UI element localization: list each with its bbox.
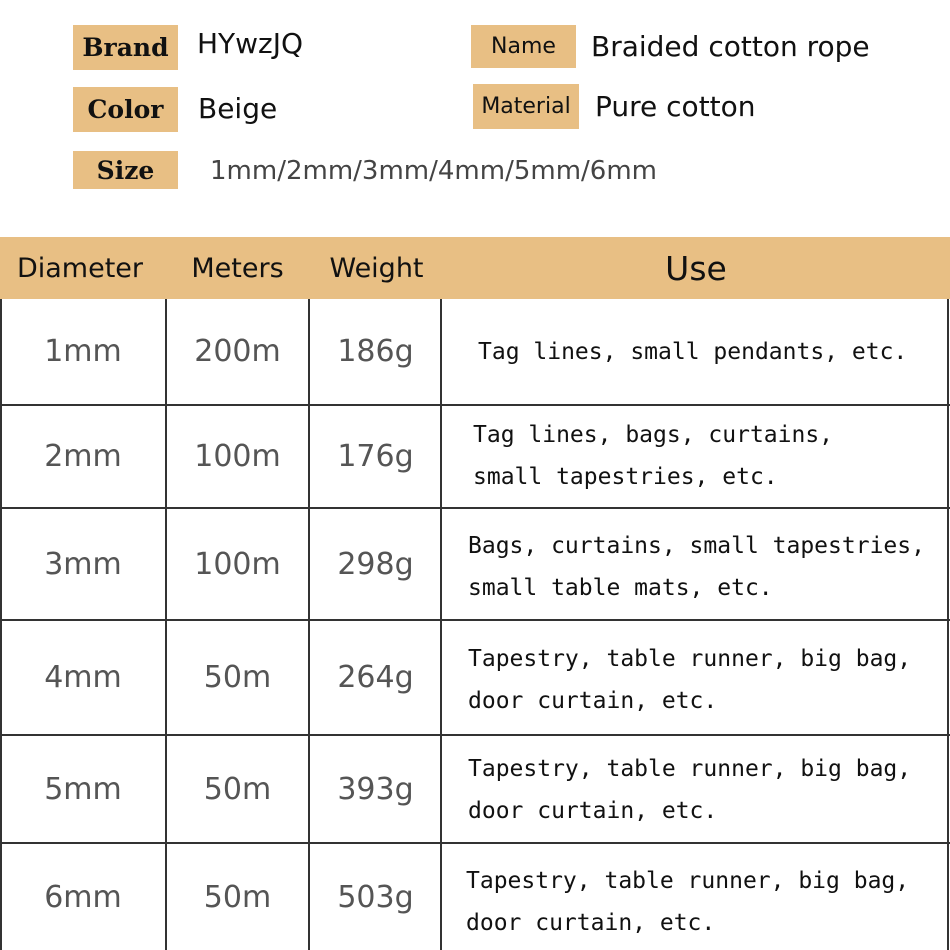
size-label: Size — [73, 151, 178, 189]
table-cell-weight: 298g — [337, 546, 414, 582]
header-use: Use — [665, 248, 727, 288]
table-cell-meters: 50m — [203, 879, 272, 915]
use-line: Tag lines, small pendants, etc. — [478, 339, 908, 365]
table-cell-weight: 264g — [337, 660, 414, 695]
table-cell-use — [468, 748, 911, 832]
table-cell-use — [466, 860, 909, 944]
table-cell-diameter: 4mm — [44, 660, 122, 695]
table-cell-meters: 50m — [203, 771, 272, 807]
use-line: Tapestry, table runner, big bag, — [468, 756, 912, 782]
use-line: door curtain, etc. — [468, 688, 718, 714]
table-cell-diameter: 6mm — [44, 879, 122, 915]
table-cell-weight: 503g — [337, 879, 414, 915]
table-cell-use — [473, 414, 833, 498]
table-cell-diameter: 1mm — [44, 334, 122, 369]
brand-label: Brand — [73, 25, 178, 70]
header-diameter: Diameter — [16, 252, 144, 284]
size-value: 1mm/2mm/3mm/4mm/5mm/6mm — [210, 156, 657, 186]
table-header — [0, 237, 950, 299]
table-cell-use — [468, 638, 911, 722]
use-line: Tag lines, bags, curtains, — [473, 422, 834, 448]
name-value: Braided cotton rope — [591, 30, 870, 63]
table-cell-use — [468, 525, 925, 609]
table-cell-weight: 186g — [337, 334, 414, 369]
table-cell-weight: 393g — [337, 771, 414, 807]
name-label: Name — [471, 25, 576, 68]
grid-line — [947, 299, 949, 950]
use-line: Bags, curtains, small tapestries, — [468, 533, 925, 559]
header-meters: Meters — [191, 252, 284, 284]
table-cell-meters: 100m — [194, 439, 281, 474]
table-cell-meters: 50m — [203, 660, 272, 695]
color-value: Beige — [198, 92, 278, 125]
use-line: door curtain, etc. — [466, 910, 716, 936]
use-line: Tapestry, table runner, big bag, — [468, 646, 912, 672]
table-cell-meters: 100m — [194, 546, 281, 582]
brand-value: HYwzJQ — [197, 27, 304, 60]
spec-table — [0, 237, 950, 950]
table-cell-diameter: 5mm — [44, 771, 122, 807]
use-line: small tapestries, etc. — [473, 464, 778, 490]
header-weight: Weight — [329, 252, 424, 284]
material-label: Material — [473, 84, 579, 129]
table-cell-meters: 200m — [194, 334, 281, 369]
table-cell-weight: 176g — [337, 439, 414, 474]
table-cell-diameter: 2mm — [44, 439, 122, 474]
material-value: Pure cotton — [595, 90, 756, 123]
table-cell-use — [478, 331, 907, 373]
use-line: Tapestry, table runner, big bag, — [466, 868, 910, 894]
use-line: small table mats, etc. — [468, 575, 773, 601]
use-line: door curtain, etc. — [468, 798, 718, 824]
color-label: Color — [73, 87, 178, 132]
table-cell-diameter: 3mm — [44, 546, 122, 582]
